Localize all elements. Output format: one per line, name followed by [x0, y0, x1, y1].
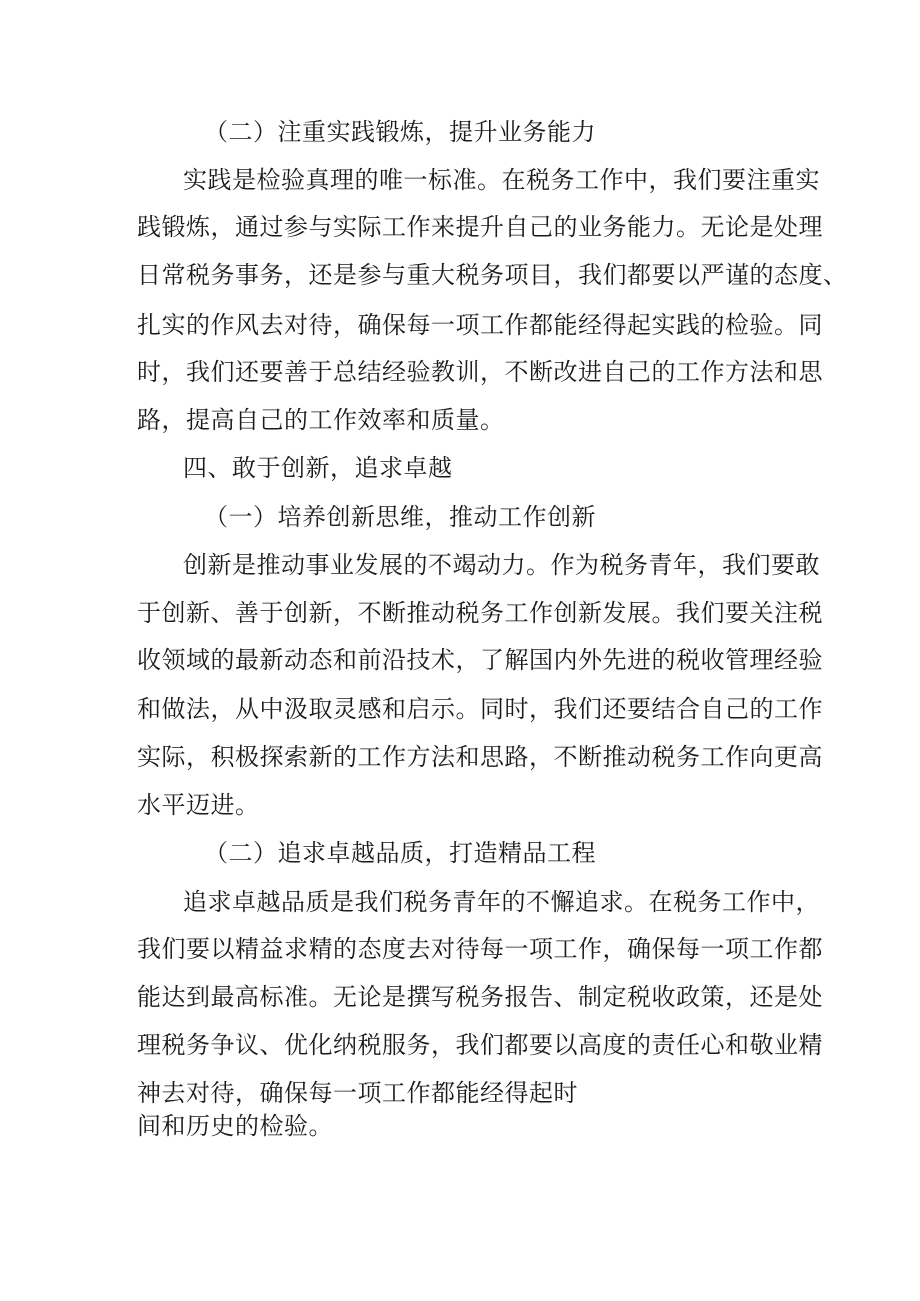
- subheading-innovation-thinking: （一）培养创新思维，推动工作创新: [204, 503, 596, 531]
- paragraph-line: 间和历史的检验。: [137, 1112, 333, 1140]
- paragraph-line: 追求卓越品质是我们税务青年的不懈追求。在税务工作中，: [183, 888, 820, 916]
- paragraph-line: 能达到最高标准。无论是撰写税务报告、制定税收政策，还是处: [137, 983, 823, 1011]
- paragraph-line: 我们要以精益求精的态度去对待每一项工作，确保每一项工作都: [137, 935, 823, 963]
- paragraph-line: 实际，积极探索新的工作方法和思路，不断推动税务工作向更高: [137, 743, 823, 771]
- section-heading-innovation: 四、敢于创新，追求卓越: [183, 454, 453, 482]
- paragraph-line: 理税务争议、优化纳税服务，我们都要以高度的责任心和敬业精: [137, 1031, 823, 1059]
- paragraph-line: 收领域的最新动态和前沿技术，了解国内外先进的税收管理经验: [137, 646, 823, 674]
- paragraph-line: 神去对待，确保每一项工作都能经得起时: [137, 1079, 578, 1107]
- subheading-practice: （二）注重实践锻炼，提升业务能力: [204, 118, 596, 146]
- paragraph-line: 和做法，从中汲取灵感和启示。同时，我们还要结合自己的工作: [137, 695, 823, 723]
- paragraph-line: 水平迈进。: [137, 791, 260, 819]
- paragraph-line: 扎实的作风去对待，确保每一项工作都能经得起实践的检验。同: [137, 311, 823, 339]
- paragraph-line: 路，提高自己的工作效率和质量。: [137, 406, 505, 434]
- subheading-excellence: （二）追求卓越品质，打造精品工程: [204, 839, 596, 867]
- paragraph-line: 时，我们还要善于总结经验教训，不断改进自己的工作方法和思: [137, 358, 823, 386]
- paragraph-line: 创新是推动事业发展的不竭动力。作为税务青年，我们要敢: [183, 551, 820, 579]
- paragraph-line: 于创新、善于创新，不断推动税务工作创新发展。我们要关注税: [137, 599, 823, 627]
- paragraph-line: 践锻炼，通过参与实际工作来提升自己的业务能力。无论是处理: [137, 213, 823, 241]
- paragraph-line: 日常税务事务，还是参与重大税务项目，我们都要以严谨的态度、: [137, 261, 848, 289]
- paragraph-line: 实践是检验真理的唯一标准。在税务工作中，我们要注重实: [183, 166, 820, 194]
